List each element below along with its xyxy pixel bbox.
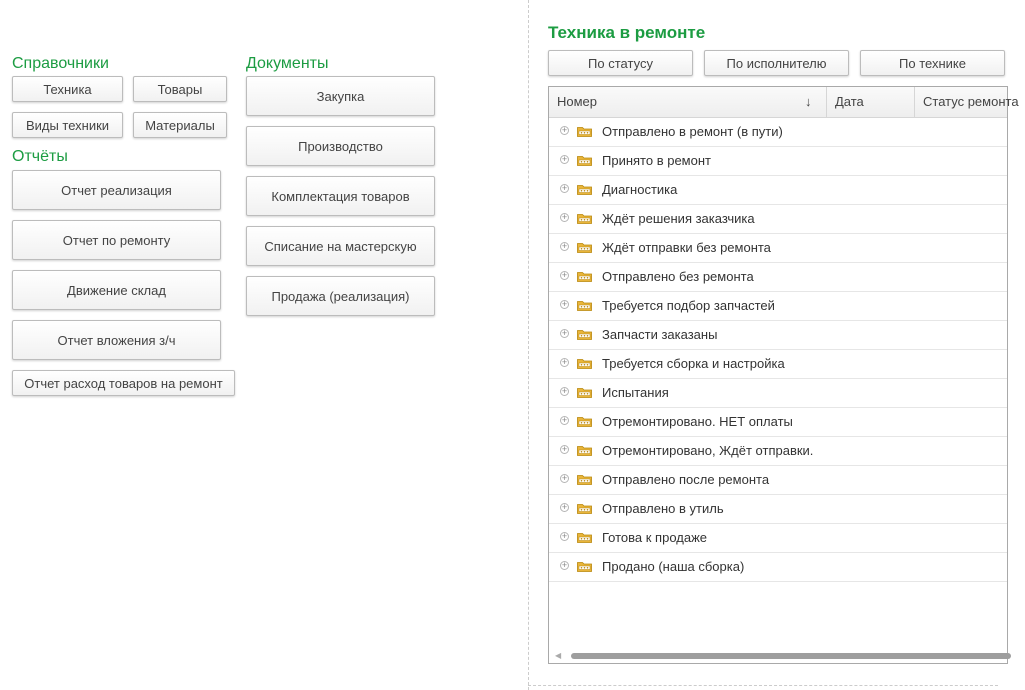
- horizontal-scrollbar-thumb[interactable]: [571, 653, 1011, 659]
- table-row[interactable]: [549, 437, 1007, 466]
- folder-icon: [577, 503, 592, 514]
- table-row-label: Отремонтировано, Ждёт отправки.: [602, 443, 814, 458]
- table-row-label: Отремонтировано. НЕТ оплаты: [602, 414, 793, 429]
- panel-title: Техника в ремонте: [548, 23, 706, 42]
- report-button-parts-investment[interactable]: Отчет вложения з/ч: [12, 320, 221, 360]
- filter-button-by-executor[interactable]: По исполнителю: [704, 50, 849, 76]
- table-row-label: Отправлено без ремонта: [602, 269, 754, 284]
- folder-icon: [577, 416, 592, 427]
- table-row[interactable]: [549, 524, 1007, 553]
- directory-button-materials[interactable]: Материалы: [133, 112, 227, 138]
- directories-heading: Справочники: [12, 55, 109, 72]
- folder-icon: [577, 213, 592, 224]
- expand-plus-icon[interactable]: +: [561, 212, 568, 222]
- table-row-label: Требуется подбор запчастей: [602, 298, 775, 313]
- folder-icon: [577, 126, 592, 137]
- expand-plus-icon[interactable]: +: [561, 154, 568, 164]
- table-row-label: Требуется сборка и настройка: [602, 356, 785, 371]
- table-row[interactable]: [549, 147, 1007, 176]
- expand-plus-icon[interactable]: +: [561, 183, 568, 193]
- document-button-assembly[interactable]: Комплектация товаров: [246, 176, 435, 216]
- expand-plus-icon[interactable]: +: [561, 328, 568, 338]
- expand-plus-icon[interactable]: +: [561, 386, 568, 396]
- expand-plus-icon[interactable]: +: [561, 241, 568, 251]
- column-header-number[interactable]: [549, 87, 827, 117]
- table-row-label: Принято в ремонт: [602, 153, 711, 168]
- folder-icon: [577, 474, 592, 485]
- table-row-label: Отправлено в утиль: [602, 501, 724, 516]
- table-row[interactable]: [549, 553, 1007, 582]
- expand-plus-icon[interactable]: +: [561, 560, 568, 570]
- table-row[interactable]: [549, 205, 1007, 234]
- folder-icon: [577, 329, 592, 340]
- sort-descending-icon: ↓: [805, 94, 812, 109]
- expand-plus-icon[interactable]: +: [561, 531, 568, 541]
- table-row-label: Запчасти заказаны: [602, 327, 718, 342]
- table-row-label: Ждёт решения заказчика: [602, 211, 755, 226]
- folder-icon: [577, 387, 592, 398]
- table-row[interactable]: [549, 118, 1007, 147]
- filter-button-by-status[interactable]: По статусу: [548, 50, 693, 76]
- expand-plus-icon[interactable]: +: [561, 299, 568, 309]
- table-header: [549, 87, 1019, 118]
- table-row[interactable]: [549, 495, 1007, 524]
- table-row[interactable]: [549, 234, 1007, 263]
- folder-icon: [577, 271, 592, 282]
- folder-icon: [577, 532, 592, 543]
- document-button-write-off[interactable]: Списание на мастерскую: [246, 226, 435, 266]
- expand-plus-icon[interactable]: +: [561, 444, 568, 454]
- documents-heading: Документы: [246, 55, 329, 72]
- column-header-number-label: Номер: [557, 94, 598, 109]
- expand-plus-icon[interactable]: +: [561, 270, 568, 280]
- column-header-status[interactable]: Статус ремонта: [923, 94, 1019, 109]
- table-row[interactable]: [549, 292, 1007, 321]
- panel-divider-horizontal: [528, 685, 998, 686]
- filter-button-by-equipment[interactable]: По технике: [860, 50, 1005, 76]
- table-row[interactable]: [549, 263, 1007, 292]
- report-button-repair[interactable]: Отчет по ремонту: [12, 220, 221, 260]
- document-button-purchase[interactable]: Закупка: [246, 76, 435, 116]
- expand-plus-icon[interactable]: +: [561, 502, 568, 512]
- expand-plus-icon[interactable]: +: [561, 125, 568, 135]
- table-row[interactable]: [549, 379, 1007, 408]
- table-row[interactable]: [549, 466, 1007, 495]
- table-row[interactable]: [549, 408, 1007, 437]
- expand-plus-icon[interactable]: +: [561, 473, 568, 483]
- table-row[interactable]: [549, 321, 1007, 350]
- table-row-label: Готова к продаже: [602, 530, 708, 545]
- folder-icon: [577, 561, 592, 572]
- expand-plus-icon[interactable]: +: [561, 415, 568, 425]
- repairs-table[interactable]: [548, 86, 1019, 664]
- folder-icon: [577, 155, 592, 166]
- table-row[interactable]: [549, 176, 1007, 205]
- table-row-label: Продано (наша сборка): [602, 559, 745, 574]
- directory-button-equipment[interactable]: Техника: [12, 76, 123, 102]
- table-row-label: Отправлено в ремонт (в пути): [602, 124, 783, 139]
- report-button-sales[interactable]: Отчет реализация: [12, 170, 221, 210]
- report-button-warehouse-movement[interactable]: Движение склад: [12, 270, 221, 310]
- panel-divider-vertical: [528, 0, 529, 690]
- folder-icon: [577, 445, 592, 456]
- horizontal-scrollbar[interactable]: [549, 649, 1007, 663]
- table-row-label: Отправлено после ремонта: [602, 472, 770, 487]
- table-row-label: Диагностика: [602, 182, 678, 197]
- expand-plus-icon[interactable]: +: [561, 357, 568, 367]
- column-header-date[interactable]: Дата: [827, 87, 915, 117]
- document-button-production[interactable]: Производство: [246, 126, 435, 166]
- folder-icon: [577, 300, 592, 311]
- folder-icon: [577, 184, 592, 195]
- table-row[interactable]: [549, 350, 1007, 379]
- document-button-sale[interactable]: Продажа (реализация): [246, 276, 435, 316]
- reports-heading: Отчёты: [12, 148, 68, 165]
- table-row-label: Ждёт отправки без ремонта: [602, 240, 771, 255]
- folder-icon: [577, 358, 592, 369]
- scroll-left-arrow-icon[interactable]: ◀: [555, 651, 562, 660]
- folder-icon: [577, 242, 592, 253]
- report-button-goods-consumption[interactable]: Отчет расход товаров на ремонт: [12, 370, 235, 396]
- table-row-label: Испытания: [602, 385, 669, 400]
- directory-button-goods[interactable]: Товары: [133, 76, 227, 102]
- directory-button-equipment-types[interactable]: Виды техники: [12, 112, 123, 138]
